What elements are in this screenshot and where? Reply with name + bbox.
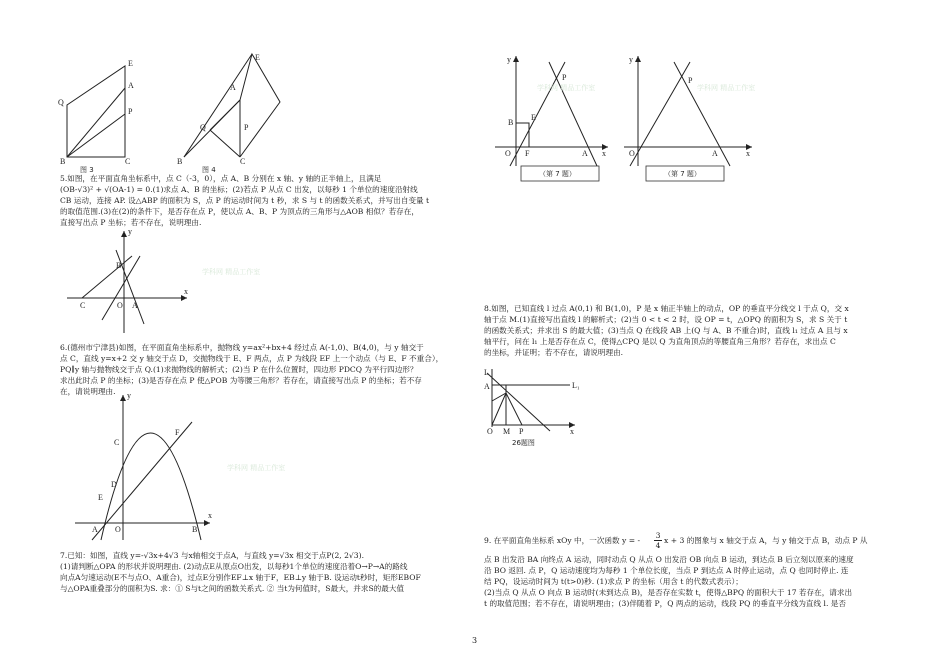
fig3-label-C: C bbox=[125, 157, 131, 166]
q6-label-C: C bbox=[114, 438, 120, 447]
figure-3 bbox=[55, 52, 145, 174]
fig4-label-B: B bbox=[177, 157, 183, 166]
q7-right-label-y: y bbox=[629, 55, 633, 64]
q7-left-label-y: y bbox=[507, 55, 511, 64]
question-6-graph bbox=[70, 392, 220, 542]
question-5-graph bbox=[62, 228, 197, 338]
q9-text-a: 9. 在平面直角坐标系 xOy 中，一次函数 y = - bbox=[484, 536, 641, 545]
q7-right-label-P: P bbox=[688, 76, 693, 85]
fig3-label-Q: Q bbox=[58, 98, 64, 107]
svg-text:学科网 精品工作室: 学科网 精品工作室 bbox=[202, 268, 261, 276]
question-7-figure-right bbox=[622, 50, 757, 185]
q7-left-label-E: E bbox=[531, 113, 536, 122]
fig3-caption: 图 3 bbox=[80, 166, 94, 174]
fig3-label-A: A bbox=[128, 81, 134, 90]
q7-left-label-F: F bbox=[525, 149, 530, 158]
q8-label-L1: L₁ bbox=[572, 381, 580, 390]
svg-text:学科网 精品工作室: 学科网 精品工作室 bbox=[537, 84, 596, 92]
q7-left-label-O: O bbox=[505, 149, 511, 158]
q5-label-x: x bbox=[184, 287, 188, 296]
figure-4 bbox=[172, 52, 287, 174]
q8-label-x: x bbox=[570, 427, 574, 436]
q7-left-label-B: B bbox=[508, 118, 514, 127]
fig3-label-E: E bbox=[128, 59, 133, 68]
q9-fraction-denominator: 4 bbox=[655, 541, 661, 550]
q5-label-A: A bbox=[132, 301, 138, 310]
question-8-text: 8.如图，已知直线 l 过点 A(0,1) 和 B(1,0)，P 是 x 轴正半轴上的动点，OP 的垂直平分线交 l 于点 Q，交 x 轴于点 M.(1)直接写出直线 l 的解析式；(2)当 0 < t < 2 时，设 OP = t，△OPQ 的面积为 S，求 S 关于 t 的函数关系式；并求出 S 的最大值；(3)当点 Q 在线段 AB 上(Q 与 A、B 不重合)时，直线 l₁ 过点 A 且与 x 轴平行，问在 l₁ 上是否存在点 C，使得△CPQ 是以 Q 为直角顶点的等腰直角三角形？若存在，求出点 C 的坐标，并证明；若不存在，请说明理由. bbox=[484, 304, 849, 357]
q7-right-label-O: O bbox=[629, 149, 635, 158]
watermark-1 bbox=[200, 262, 260, 282]
q6-label-y: y bbox=[127, 391, 131, 400]
svg-text:学科网 精品工作室: 学科网 精品工作室 bbox=[697, 84, 756, 92]
q5-label-B: B bbox=[116, 261, 122, 270]
question-9-text: 点 B 出发沿 BA 向终点 A 运动，同时动点 Q 从点 O 出发沿 OB 向点 B 运动，到达点 B 后立刻以原来的速度 沿 BO 返回. 点 P，Q 运动速度均为每秒 1 个单位长度，当点 P 到达点 A 时停止运动，点 Q 也同时停止. 连 结 PQ，设运动时间为 t(t>0)秒. (1)求点 P 的坐标（用含 t 的代数式表示）； (2)当点 Q 从点 O 向点 B 运动时(未到达点 B)，是否存在实数 t，使得△BPQ 的面积大于 17 若存在，请求出 t 的取值范围；若不存在，请说明理由；(3)伴随着 P，Q 两点的运动，线段 PQ 的垂直平分线为直线 l. 是否 bbox=[484, 555, 854, 608]
q6-label-D: D bbox=[111, 480, 117, 489]
fig4-label-A: A bbox=[230, 83, 236, 92]
fig4-label-E: E bbox=[255, 53, 260, 62]
watermark-3 bbox=[535, 78, 595, 98]
fig4-caption: 图 4 bbox=[202, 166, 216, 174]
q6-label-x: x bbox=[208, 511, 212, 520]
q5-label-C: C bbox=[80, 301, 86, 310]
q6-label-O: O bbox=[115, 525, 121, 534]
fig3-label-P: P bbox=[128, 107, 133, 116]
fig4-label-C: C bbox=[240, 157, 246, 166]
q9-fraction-numerator: 3 bbox=[655, 531, 661, 540]
question-8-graph bbox=[480, 365, 580, 447]
q6-label-B: B bbox=[192, 525, 198, 534]
q7-left-caption: （第 7 题） bbox=[539, 170, 576, 178]
q8-label-M: M bbox=[503, 427, 511, 436]
q5-label-y: y bbox=[128, 227, 132, 236]
q7-left-label-x: x bbox=[602, 149, 606, 158]
question-7-text: 7.已知：如图，直线 y=-√3x+4√3 与x轴相交于点A，与直线 y=√3x 相交于点P(2, 2√3). (1)请判断△OPA 的形状并说明理由. (2)动点E从原点O出发，以每秒1个单位的速度沿着O→P→A的路线 向点A匀速运动(E不与点O、A重合)，过点E分别作EF⊥x 轴于F，EB⊥y 轴于B. 设运动t秒时，矩形EBOF 与△OPA重叠部分的面积为S. 求：① S与t之间的函数关系式. ② 当t为何值时，S最大，并求S的最大值 bbox=[60, 551, 421, 593]
q7-left-label-A: A bbox=[582, 149, 588, 158]
watermark-4 bbox=[695, 78, 755, 98]
fig4-label-P: P bbox=[244, 123, 249, 132]
question-7-figure-left bbox=[493, 50, 613, 185]
q8-label-L: L bbox=[484, 368, 489, 377]
q8-label-P: P bbox=[519, 427, 524, 436]
fig3-label-B: B bbox=[60, 157, 66, 166]
q8-caption: 26题图 bbox=[512, 439, 535, 447]
q6-label-A: A bbox=[92, 525, 98, 534]
q7-right-label-x: x bbox=[746, 149, 750, 158]
q7-left-label-P: P bbox=[562, 73, 567, 82]
q6-label-F: F bbox=[175, 428, 180, 437]
q5-label-O: O bbox=[117, 301, 123, 310]
question-9-first-line bbox=[484, 531, 904, 553]
q7-right-caption: （第 7 题） bbox=[664, 170, 701, 178]
question-6-text: 6.(德州市宁津县)如图，在平面直角坐标系中，抛物线 y=ax²+bx+4 经过点 A(-1,0)、B(4,0)，与 y 轴交于 点 C，直线 y=x+2 交 y 轴交于点 D，交抛物线于 E、F 两点，点 P 为线段 EF 上一个动点（与 E、F 不重合）， PQ∥y 轴与抛物线交于点 Q.(1)求抛物线的解析式；(2)当 P 在什么位置时，四边形 PDCQ 为平行四边形？ 求出此时点 P 的坐标；(3)是否存在点 P 使△POB 为等腰三角形？若存在，请直接写出点 P 的坐标；若不存 在，请说明理由. bbox=[60, 343, 444, 396]
svg-text:学科网 精品工作室: 学科网 精品工作室 bbox=[227, 464, 286, 472]
q8-label-A: A bbox=[484, 382, 490, 391]
page-number: 3 bbox=[472, 636, 478, 645]
q8-label-O: O bbox=[487, 427, 493, 436]
question-5-text: 5.如图，在平面直角坐标系中，点 C（-3，0），点 A、B 分别在 x 轴、y 轴的正半轴上，且满足 (OB-√3)² + √(OA-1) = 0.(1)求点 A、B 的坐标；(2)若点 P 从点 C 出发，以每秒 1 个单位的速度沿射线 CB 运动，连接 AP. 设△ABP 的面积为 S，点 P 的运动时间为 t 秒，求 S 与 t 的函数关系式，并写出自变量 t 的取值范围.(3)在(2)的条件下，是否存在点 P，使以点 A、B、P 为顶点的三角形与△AOB 相似？若存在， 直接写出点 P 坐标；若不存在，说明理由. bbox=[60, 174, 430, 227]
fig4-label-Q: Q bbox=[200, 123, 206, 132]
q6-label-E: E bbox=[98, 493, 103, 502]
q9-text-b: x + 3 的图象与 x 轴交于点 A，与 y 轴交于点 B，动点 P 从 bbox=[664, 536, 868, 545]
watermark-2 bbox=[225, 458, 285, 478]
q7-right-label-A: A bbox=[712, 149, 718, 158]
